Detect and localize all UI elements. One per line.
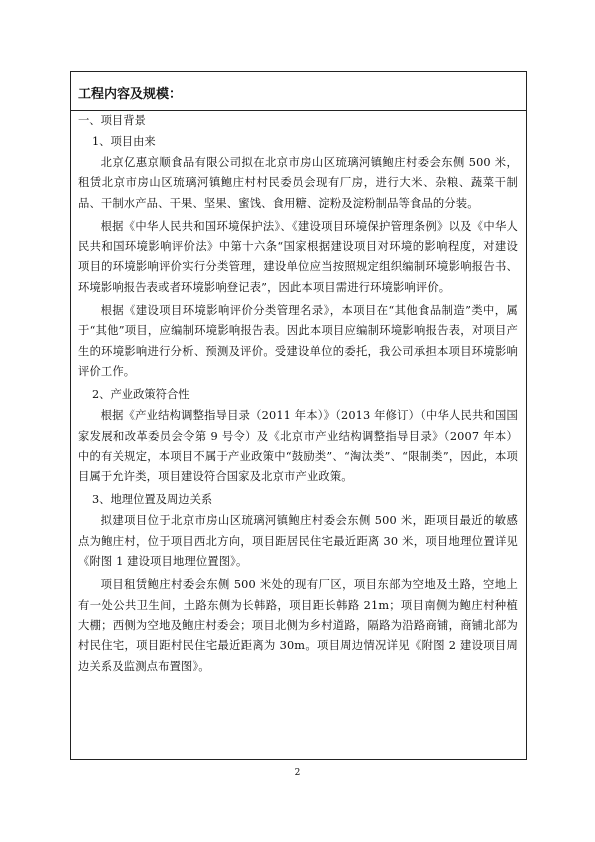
page-number: 2 <box>294 768 301 778</box>
subsection-origin: 1、项目由来 <box>92 135 156 148</box>
paragraph-policy: 根据《产业结构调整指导目录（2011 年本）》（2013 年修订）（中华人民共和国国家发展和改革委员会令第 9 号令）及《北京市产业结构调整指导目录》（2007 年本）中的有关规定，本项目不属于产业政策中“鼓励类”、“淘汰类”、“限制类”，因此，本项目属于允许类，项目建设符合国家及北京市产业政策。 <box>78 409 518 484</box>
section-title-background: 一、项目背景 <box>78 114 146 127</box>
subsection-industry-policy: 2、产业政策符合性 <box>92 388 190 402</box>
paragraph-legal-basis: 根据《中华人民共和国环境保护法》、《建设项目环境保护管理条例》以及《中华人民共和国环境影响评价法》中第十六条“国家根据建设项目对环境的影响程度，对建设项目的环境影响评价实行分类管理，建设单位应当按照规定组织编制环境影响报告书、环境影响报告表或者环境影响登记表”，因此本项目需进行环境影响评价。 <box>78 219 518 294</box>
paragraph-surroundings: 项目租赁鲍庄村委会东侧 500 米处的现有厂区，项目东部为空地及土路，空地上有一处公共卫生间，土路东侧为长韩路，项目距长韩路 21m；项目南侧为鲍庄村种植大棚；西侧为空地及鲍庄村委会；项目北侧为乡村道路，隔路为沿路商铺，商铺北部为村民住宅，项目距村民住宅最近距离为 30m。项目周边情况详见《附图 2 建设项目周边关系及监测点布置图》。 <box>78 578 518 673</box>
paragraph-location: 拟建项目位于北京市房山区琉璃河镇鲍庄村委会东侧 500 米，距项目最近的敏感点为鲍庄村，位于项目西北方向，项目距居民住宅最近距离 30 米，项目地理位置详见《附图 1 建设项目地理位置图》。 <box>78 514 518 569</box>
paragraph-company-intro: 北京亿惠京顺食品有限公司拟在北京市房山区琉璃河镇鲍庄村委会东侧 500 米，租赁北京市房山区琉璃河镇鲍庄村村民委员会现有厂房，进行大米、杂粮、蔬菜干制品、干制水产品、干果、坚果、蜜饯、食用糖、淀粉及淀粉制品等食品的分装。 <box>78 156 518 210</box>
section-heading: 工程内容及规模： <box>78 87 183 102</box>
paragraph-classification: 根据《建设项目环境影响评价分类管理名录》，本项目在“其他食品制造”类中，属于“其他”项目，应编制环境影响报告表。因此本项目应编制环境影响报告表，对项目产生的环境影响进行分析、预测及评价。受建设单位的委托，我公司承担本项目环境影响评价工作。 <box>78 304 518 378</box>
subsection-location: 3、地理位置及周边关系 <box>92 493 213 507</box>
document-body <box>74 85 522 680</box>
